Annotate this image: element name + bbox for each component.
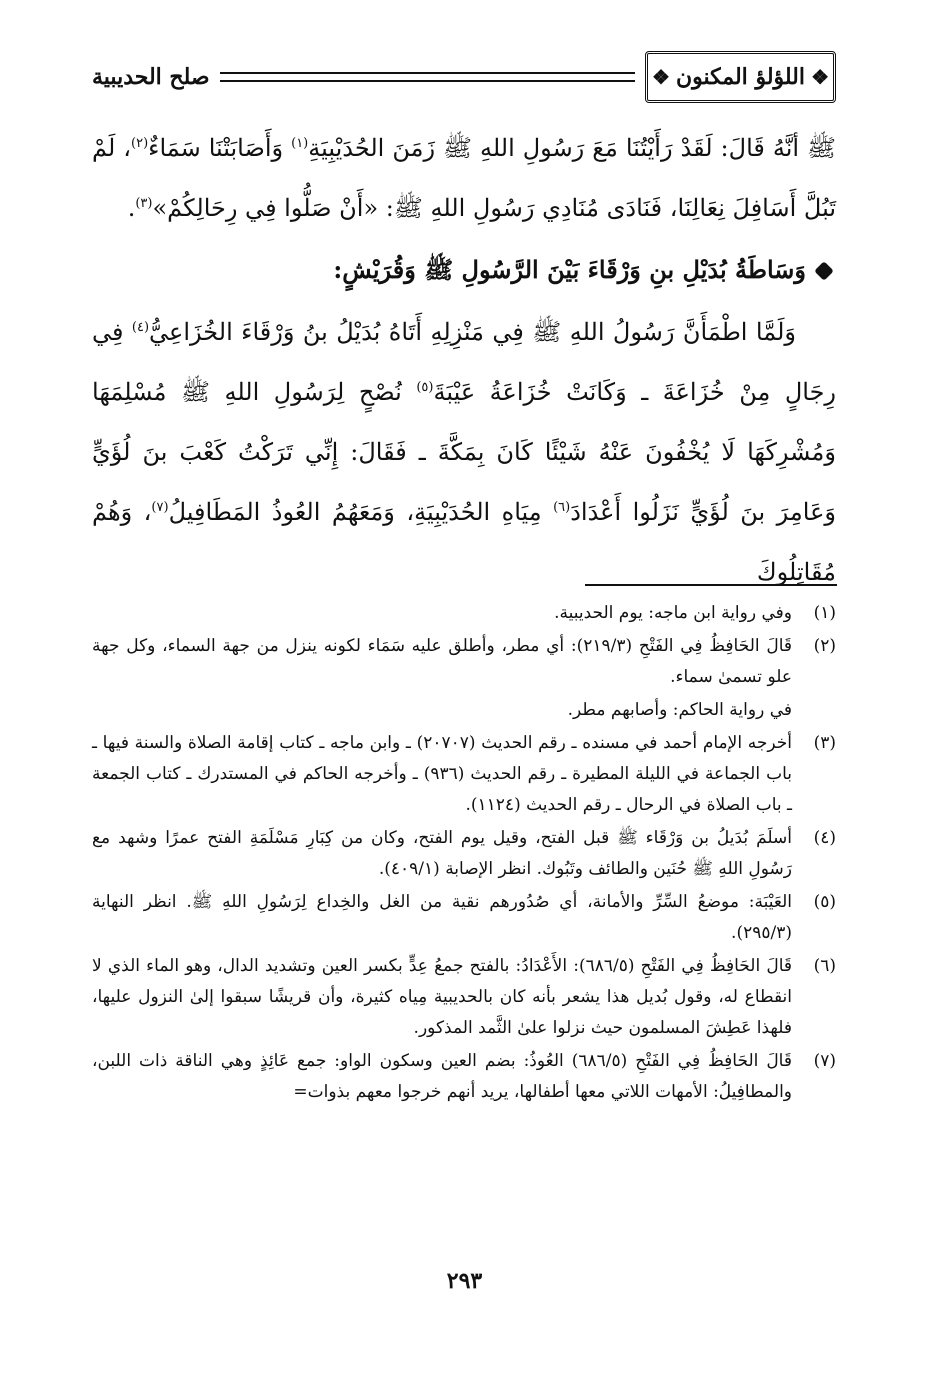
footnote-separator [585, 584, 837, 586]
paragraph-2 [92, 302, 836, 602]
footnote-number: (٣) [813, 733, 836, 753]
footnote-item [92, 728, 836, 821]
paragraph-1 [92, 118, 836, 238]
footnote-text: أسلَمَ بُدَيلُ بن وَرْقَاء ﷺ قبل الفتح، وقيل يوم الفتح، وكان من كِبَارِ مَسْلَمَةِ الفتح عمرًا وشهد مع رَسُولِ اللهِ ﷺ حُنَين والطائف وتَبُوك. انظر الإصابة (٤٠٩/١). [92, 828, 792, 879]
footnote-ref: (٢) [131, 136, 149, 151]
footnote-number: (٢) [813, 636, 836, 656]
book-title: اللؤلؤ المكنون [675, 64, 805, 90]
footnote-ref: (٥) [416, 380, 434, 395]
text-run: مِيَاهِ الحُدَيْبِيَةِ، وَمَعَهُمُ العُوذُ المَطَافِيلُ [168, 498, 554, 526]
text-run: وَلَمَّا اطْمَأَنَّ رَسُولُ اللهِ ﷺ فِي مَنْزِلِهِ أَتَاهُ بُدَيْلُ بنُ وَرْقَاءَ الخُزَاعِيُّ [149, 318, 796, 346]
footnote-ref: (٤) [131, 320, 150, 335]
ornament-bullet-icon [814, 261, 836, 283]
footnote-number: (١) [813, 603, 836, 623]
footnote-ref: (١) [291, 136, 309, 151]
footnote-item [92, 631, 836, 693]
footnotes [92, 598, 836, 1110]
footnote-text: وفي رواية ابن ماجه: يوم الحديبية. [554, 603, 792, 623]
text-run: فِي رِجَالٍ مِنْ خُزَاعَةَ ـ وَكَانَتْ خُزَاعَةُ عَيْبَةَ [92, 318, 837, 406]
section-heading [92, 240, 836, 300]
ornament-icon: ❖ [651, 65, 670, 89]
page-number: ٢٩٣ [446, 1268, 483, 1294]
text-run: ، لَمْ تَبُلَّ أَسَافِلَ نِعَالِنَا، فَنَادَى مُنَادِي رَسُولِ اللهِ ﷺ: «أَنْ صَلُّوا فِي رِحَالِكُمْ» [92, 134, 836, 222]
footnote-item [92, 951, 836, 1044]
footnote-number: (٤) [813, 828, 836, 848]
footnote-text: العَيْبَة: موضعُ السِّرِّ والأمانة، أي صُدُورهم نقية من الغل والخِداع لِرَسُولِ اللهِ ﷺ. انظر النهاية (٢٩٥/٣). [92, 892, 792, 943]
footnote-text: أخرجه الإمام أحمد في مسنده ـ رقم الحديث (٢٠٧٠٧) ـ وابن ماجه ـ كتاب إقامة الصلاة والسنة فيها ـ باب الجماعة في الليلة المطيرة ـ رقم الحديث (٩٣٦) ـ وأخرجه الحاكم في المستدرك ـ كتاب الجمعة ـ باب الصلاة في الرحال ـ رقم الحديث (١١٢٤). [92, 733, 792, 815]
footnote-number [792, 695, 836, 726]
page-header [92, 52, 836, 102]
header-double-rule [220, 72, 635, 82]
footnote-ref: (٦) [553, 500, 571, 515]
text-run: . [127, 194, 136, 222]
footnote-text: في رواية الحاكم: وأصابهم مطر. [567, 700, 792, 720]
footnote-number: (٥) [813, 892, 836, 912]
footnote-number: (٧) [813, 1051, 836, 1071]
book-title-cartouche [645, 51, 836, 103]
footnote-text: قَالَ الحَافِظُ فِي الفَتْحِ (٦٨٦/٥) العُوذُ: بضم العين وسكون الواو: جمع عَائِذٍ وهي الناقة ذات اللبن، والمطافِيلُ: الأمهات اللاتي معها أطفالها، يريد أنهم خرجوا معهم بذوات= [92, 1051, 792, 1102]
footnote-ref: (٧) [151, 500, 169, 515]
footnote-ref: (٣) [135, 196, 153, 211]
footnote-item [92, 1046, 836, 1108]
ornament-icon: ❖ [811, 65, 829, 89]
footnote-text: قَالَ الحَافِظُ فِي الفَتْحِ (٦٨٦/٥): الأَعْدَادُ: بالفتح جمعُ عِدٍّ بكسر العين وتشديد الدال، وهو الماء الذي لا انقطاع له، وقول بُديل هذا يشعر بأنه كان بالحديبية مِياه كثيرة، وأن قريشًا سبقوا إلىٰ النزول عليها، فلهذا عَطِشَ المسلمون حيث نزلوا علىٰ الثَّمد المذكور. [92, 956, 792, 1038]
text-run: وَأَصَابَتْنَا سَمَاءٌ [148, 134, 292, 162]
heading-text: وَسَاطَةُ بُدَيْلِ بنِ وَرْقَاءَ بَيْنَ الرَّسُولِ ﷺ وَقُرَيْشٍ: [333, 255, 806, 284]
footnote-item [92, 598, 836, 629]
footnote-number: (٦) [813, 956, 836, 976]
main-text [92, 118, 836, 602]
footnote-item [92, 695, 836, 726]
footnote-text: قَالَ الحَافِظُ فِي الفَتْحِ (٢١٩/٣): أي مطر، وأطلق عليه سَمَاء لكونه ينزل من جهة السماء، وكل جهة علو تسمىٰ سماء. [92, 636, 792, 687]
footnote-item [92, 823, 836, 885]
section-title: صلح الحديبية [92, 64, 210, 90]
footnote-item [92, 887, 836, 949]
text-run: ، وَهُمْ مُقَاتِلُوكَ [92, 498, 836, 586]
text-run: نُصْحٍ لِرَسُولِ اللهِ ﷺ مُسْلِمَهَا وَمُشْرِكَهَا لَا يُخْفُونَ عَنْهُ شَيْئًا كَانَ بِمَكَّةَ ـ فَقَالَ: إِنِّي تَرَكْتُ كَعْبَ بنَ لُؤَيٍّ وَعَامِرَ بنَ لُؤَيٍّ نَزَلُوا أَعْدَادَ [92, 378, 837, 526]
text-run: ﷺ أنَّهُ قَالَ: لَقَدْ رَأَيْتُنَا مَعَ رَسُولِ اللهِ ﷺ زَمَنَ الحُدَيْبِيَةِ [308, 134, 837, 162]
